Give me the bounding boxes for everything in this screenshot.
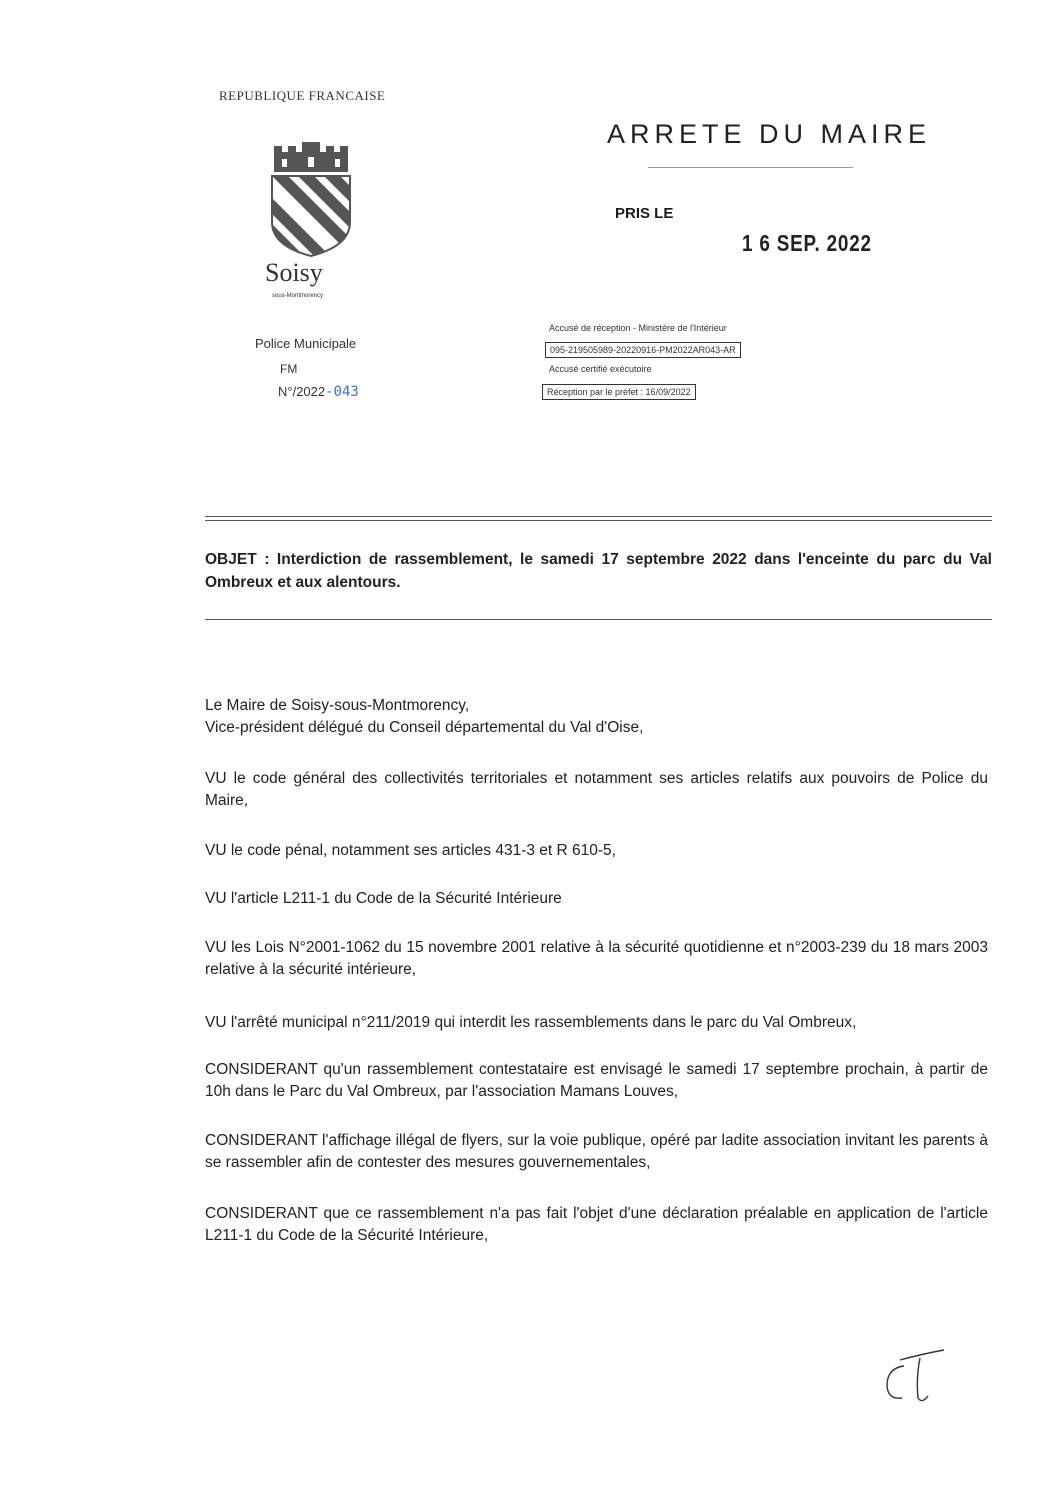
considerant-paragraph-3: CONSIDERANT que ce rassemblement n'a pas fait l'objet d'une déclaration préalable en application de l'article L211-1 du Code de la Sécurité Intérieure, bbox=[205, 1205, 988, 1244]
author-initials: FM bbox=[280, 362, 298, 376]
ack-reception-box: Réception par le préfet : 16/09/2022 bbox=[542, 384, 696, 400]
mayor-line-1: Le Maire de Soisy-sous-Montmorency, bbox=[205, 697, 470, 714]
mayor-block bbox=[205, 695, 988, 739]
ack-number-box: 095-219505989-20220916-PM2022AR043-AR bbox=[545, 342, 741, 358]
considerant-paragraph-1: CONSIDERANT qu'un rassemblement contestataire est envisagé le samedi 17 septembre prochain, à partir de 10h dans le Parc du Val Ombreux, par l'association Mamans Louves, bbox=[205, 1061, 988, 1100]
logo-name: Soisy bbox=[265, 258, 323, 287]
mayor-line-2: Vice-président délégué du Conseil départemental du Val d'Oise, bbox=[205, 719, 644, 736]
title-underline bbox=[648, 167, 853, 168]
objet-heading: OBJET : Interdiction de rassemblement, le samedi 17 septembre 2022 dans l'enceinte du parc du Val Ombreux et aux alentours. bbox=[205, 551, 992, 591]
vu-paragraph-5: VU l'arrêté municipal n°211/2019 qui interdit les rassemblements dans le parc du Val Ombreux, bbox=[205, 1014, 857, 1031]
reference-number bbox=[278, 384, 359, 400]
reference-handwritten: -043 bbox=[325, 384, 359, 400]
reference-prefix: N°/2022 bbox=[278, 384, 326, 399]
initials-signature bbox=[882, 1348, 952, 1408]
coat-of-arms-logo bbox=[268, 142, 354, 258]
logo-subtitle: sous-Montmorency bbox=[272, 293, 324, 299]
vu-paragraph-3: VU l'article L211-1 du Code de la Sécurité Intérieure bbox=[205, 890, 562, 907]
ack-label: Accusé de réception - Ministère de l'Intérieur bbox=[549, 323, 727, 333]
date-stamp: 1 6 SEP. 2022 bbox=[742, 230, 872, 256]
vu-paragraph-4: VU les Lois N°2001-1062 du 15 novembre 2001 relative à la sécurité quotidienne et n°2003-239 du 18 mars 2003 relative à la sécurité intérieure, bbox=[205, 939, 988, 978]
republique-label: REPUBLIQUE FRANCAISE bbox=[219, 88, 386, 103]
service-name: Police Municipale bbox=[255, 336, 357, 351]
vu-paragraph-1: VU le code général des collectivités territoriales et notamment ses articles relatifs aux pouvoirs de Police du Maire, bbox=[205, 770, 988, 809]
divider-top bbox=[205, 516, 992, 524]
considerant-paragraph-2: CONSIDERANT l'affichage illégal de flyers, sur la voie publique, opéré par ladite association invitant les parents à se rassembler afin de contester des mesures gouvernementales, bbox=[205, 1132, 988, 1171]
ack-exec-label: Accusé certifié exécutoire bbox=[549, 364, 652, 374]
pris-le-label: PRIS LE bbox=[615, 205, 674, 222]
divider-bottom bbox=[205, 619, 992, 623]
page-title: ARRETE DU MAIRE bbox=[607, 119, 932, 149]
vu-paragraph-2: VU le code pénal, notamment ses articles 431-3 et R 610-5, bbox=[205, 842, 616, 859]
